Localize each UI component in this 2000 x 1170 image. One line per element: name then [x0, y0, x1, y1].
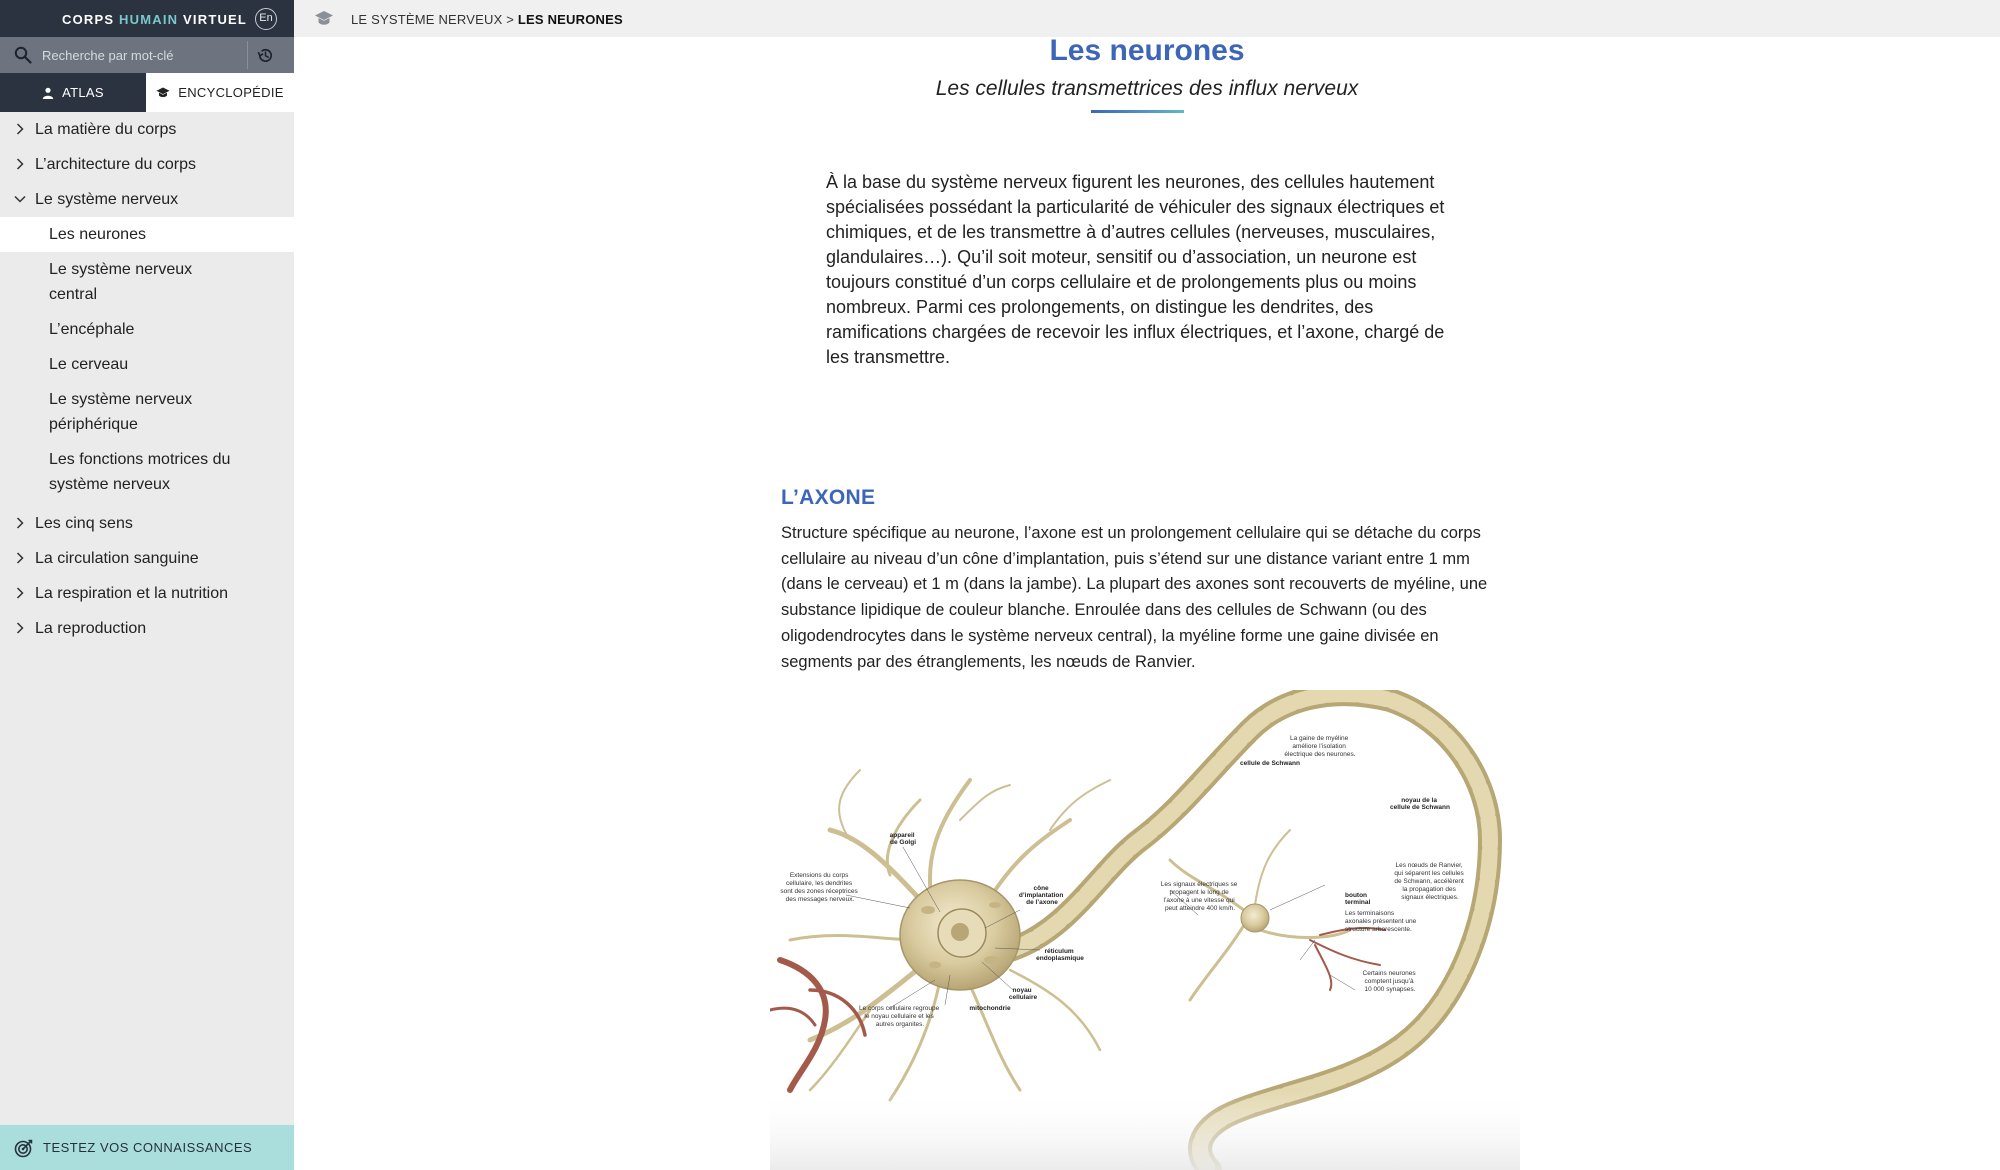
- label-mitochondrie: mitochondrie: [969, 1005, 1011, 1012]
- title-underline: [1091, 110, 1184, 113]
- breadcrumb-current: LES NEURONES: [517, 12, 623, 27]
- tab-encyclopedie-label: ENCYCLOPÉDIE: [178, 85, 284, 100]
- label-schwann: cellule de Schwann: [1240, 760, 1300, 767]
- label-noyau-schwann: noyau de la cellule de Schwann: [1390, 797, 1450, 811]
- tab-atlas-label: ATLAS: [62, 85, 104, 100]
- search-divider: [247, 41, 248, 69]
- label-corps: Le corps cellulaire regroupe le noyau cellulaire et les autres organites.: [858, 1005, 940, 1028]
- app-title[interactable]: CORPS HUMAIN VIRTUEL: [62, 12, 248, 27]
- sidebar-subitem-snp[interactable]: Le système nerveux périphérique: [49, 391, 193, 433]
- label-terminaisons: Les terminaisons axonales présentent une structure arborescente.: [1345, 910, 1417, 933]
- chevron-right-icon: [14, 587, 26, 599]
- search-bar: [0, 37, 294, 73]
- language-toggle-button[interactable]: En: [255, 8, 277, 30]
- sidebar-item-respiration[interactable]: La respiration et la nutrition: [0, 576, 294, 611]
- label-gaine: La gaine de myéline améliore l’isolation électrique des neurones.: [1284, 735, 1356, 758]
- user-icon: [42, 87, 54, 99]
- page-title: Les neurones: [1049, 34, 1245, 67]
- sidebar-subitem-snc[interactable]: Le système nerveux central: [49, 261, 193, 303]
- sidebar-item-matiere[interactable]: La matière du corps: [0, 112, 294, 147]
- sidebar-subitem-fonctions-motrices[interactable]: Les fonctions motrices du système nerveux: [49, 451, 231, 493]
- tab-encyclopedie[interactable]: [146, 73, 294, 112]
- sidebar-item-architecture[interactable]: L’architecture du corps: [0, 147, 294, 182]
- mode-tabs: [0, 73, 294, 112]
- chevron-right-icon: [14, 517, 26, 529]
- graduation-cap-icon: [314, 10, 334, 28]
- search-input[interactable]: [42, 43, 242, 67]
- sidebar-subitem-cerveau[interactable]: Le cerveau: [49, 356, 129, 373]
- label-noyau: noyau cellulaire: [1008, 987, 1038, 1001]
- intro-paragraph: À la base du système nerveux figurent les neurones, des cellules hautement spécialisées possédant la particularité de véhiculer des signaux électriques et chimiques, et de les transmettre à d’autres cellules (nerveuses, musculaires, glandulaires…). Qu’il soit moteur, sensitif ou d’association, un neurone est toujours constitué d’un corps cellulaire et de prolongements plus ou moins nombreux. Parmi ces prolongements, on distingue les dendrites, des ramifications chargées de recevoir les influx électriques, et l’axone, chargé de les transmettre.: [826, 172, 1445, 367]
- chevron-right-icon: [14, 158, 26, 170]
- app-header: [0, 0, 294, 37]
- chevron-right-icon: [14, 622, 26, 634]
- history-icon[interactable]: [256, 46, 275, 65]
- label-reticulum: réticulum endoplasmique: [1036, 948, 1084, 962]
- chevron-down-icon: [14, 193, 26, 205]
- sidebar: [0, 0, 294, 1170]
- quiz-button[interactable]: [0, 1125, 294, 1170]
- graduation-cap-icon: [156, 87, 170, 99]
- section-body-axone: Structure spécifique au neurone, l’axone est un prolongement cellulaire qui se détache du corps cellulaire au niveau d’un cône d’implantation, puis s’étend sur une distance variant entre 1 mm (dans le cerveau) et 1 m (dans la jambe). La plupart des axones sont recouverts de myéline, une substance lipidique de couleur blanche. Enroulée dans des cellules de Schwann (ou des oligodendrocytes dans le système nerveux central), la myéline forme une gaine divisée en segments par des étranglements, les nœuds de Ranvier.: [781, 524, 1488, 671]
- neuron-diagram: [770, 690, 1520, 1170]
- breadcrumb-bar: [294, 0, 2000, 37]
- label-extensions: Extensions du corps cellulaire, les dendrites sont des zones réceptrices des messages nerveux.: [780, 872, 858, 903]
- label-signaux: Les signaux électriques se propagent le long de l’axone à une vitesse qui peut atteindre 400 km/h.: [1160, 881, 1238, 912]
- page-subtitle: Les cellules transmettrices des influx nerveux: [935, 77, 1359, 100]
- sidebar-subitem-encephale[interactable]: L’encéphale: [49, 321, 135, 338]
- label-synapses: Certains neurones comptent jusqu’à 10 000 synapses.: [1362, 970, 1416, 993]
- breadcrumb: [351, 12, 623, 27]
- target-icon: [14, 1138, 34, 1158]
- chevron-right-icon: [14, 552, 26, 564]
- tab-atlas[interactable]: [0, 73, 146, 112]
- neuron-illustration: [770, 690, 1520, 1170]
- label-ranvier: Les nœuds de Ranvier, qui séparent les cellules de Schwann, accélèrent la propagation des signaux électriques.: [1394, 862, 1464, 901]
- quiz-label: TESTEZ VOS CONNAISSANCES: [43, 1140, 253, 1155]
- chevron-right-icon: [14, 123, 26, 135]
- sidebar-item-circulation[interactable]: La circulation sanguine: [0, 541, 294, 576]
- search-icon[interactable]: [14, 46, 32, 64]
- sidebar-item-reproduction[interactable]: La reproduction: [0, 611, 294, 646]
- section-heading-axone: L’AXONE: [781, 486, 876, 509]
- breadcrumb-parent[interactable]: LE SYSTÈME NERVEUX: [351, 12, 503, 27]
- label-golgi: appareil de Golgi: [889, 832, 916, 846]
- breadcrumb-separator: >: [502, 12, 518, 27]
- sidebar-subitem-neurones[interactable]: Les neurones: [0, 217, 294, 252]
- label-bouton: bouton terminal: [1345, 892, 1371, 906]
- label-cone: cône d’implantation de l’axone: [1018, 885, 1064, 906]
- sidebar-item-cinq-sens[interactable]: Les cinq sens: [0, 506, 294, 541]
- sidebar-item-systeme-nerveux[interactable]: Le système nerveux: [0, 182, 294, 217]
